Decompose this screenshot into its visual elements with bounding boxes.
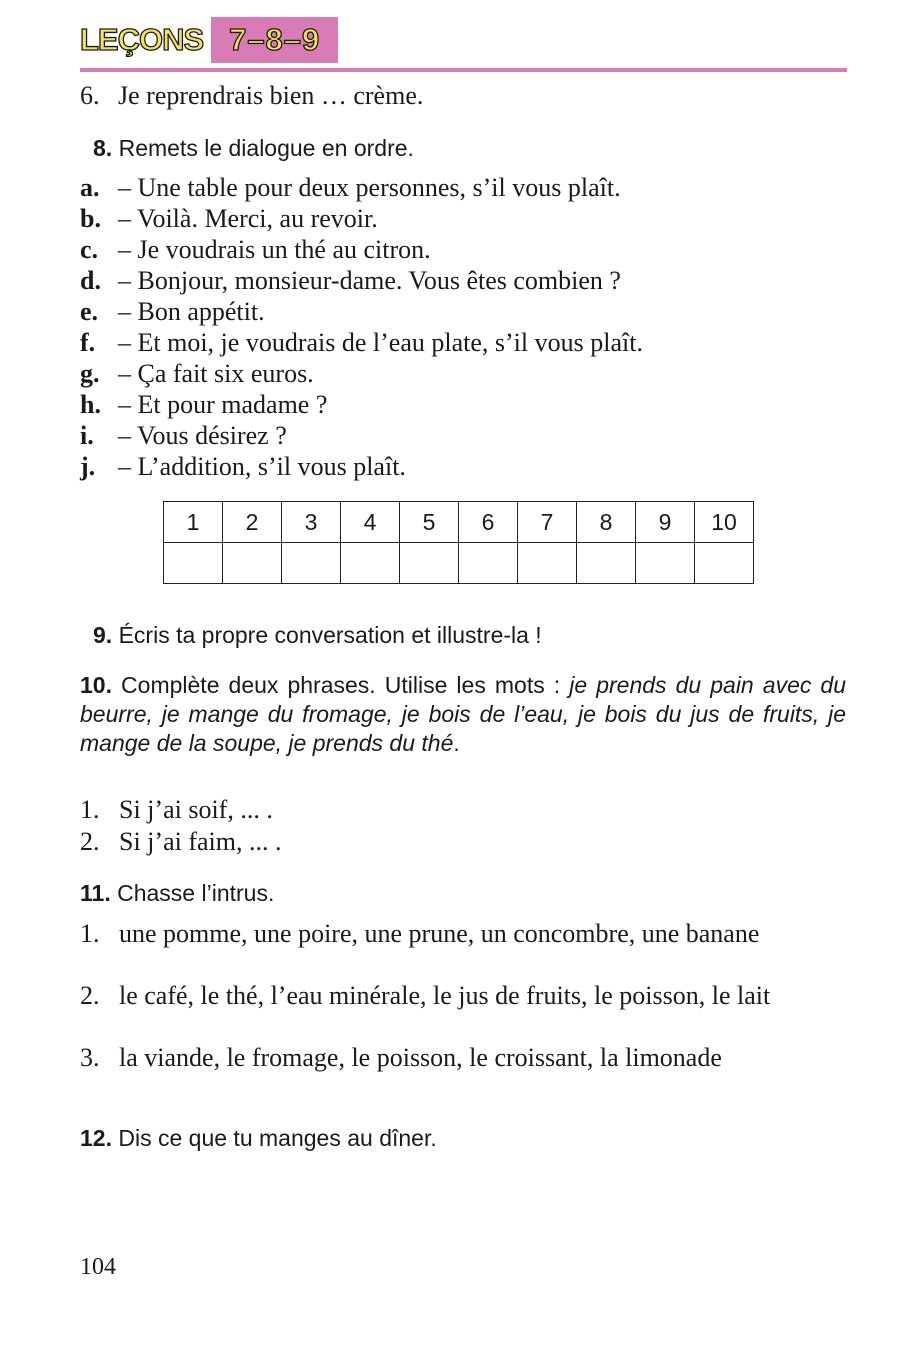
grid-header-cell: 6: [459, 502, 518, 543]
task-8-heading: [93, 135, 414, 162]
page-number: 104: [80, 1254, 116, 1280]
header-divider: [80, 68, 847, 72]
dialogue-line: f. – Et moi, je voudrais de l’eau plate, s’il vous plaît.: [80, 328, 643, 357]
lesson-numbers: 7–8–9: [229, 22, 321, 57]
dialogue-line: a. – Une table pour deux personnes, s’il vous plaît.: [80, 173, 621, 202]
task-10-heading: 10. Complète deux phrases. Utilise les mots : je prends du pain avec du beurre, je mange du fromage, je bois de l’eau, je bois du jus de fruits, je mange de la soupe, je prends du thé.: [80, 672, 847, 756]
task-instruction: Dis ce que tu manges au dîner.: [118, 1125, 437, 1151]
grid-header-cell: 1: [164, 502, 223, 543]
grid-header-cell: 9: [636, 502, 695, 543]
task-instruction: Chasse l’intrus.: [117, 880, 275, 906]
task-9-heading: [93, 622, 542, 649]
answer-cell[interactable]: [164, 543, 223, 584]
list-item: 1. une pomme, une poire, une prune, un concombre, une banane: [80, 919, 760, 948]
item-text: Je reprendrais bien … crème.: [118, 81, 424, 110]
task-number: 8.: [93, 135, 113, 161]
task-number: 11.: [80, 880, 111, 906]
answer-grid: [163, 501, 754, 584]
list-item: 1. Si j’ai soif, ... .: [80, 795, 273, 824]
list-item: 2. le café, le thé, l’eau minérale, le jus de fruits, le poisson, le lait: [80, 981, 771, 1010]
answer-cell[interactable]: [695, 543, 754, 584]
task-11-heading: [80, 880, 274, 907]
grid-header-cell: 2: [223, 502, 282, 543]
grid-header-cell: 10: [695, 502, 754, 543]
answer-cell[interactable]: [223, 543, 282, 584]
lesson-header: [80, 17, 338, 63]
grid-header-cell: 4: [341, 502, 400, 543]
answer-cell[interactable]: [577, 543, 636, 584]
task-instruction: Complète deux phrases. Utilise les mots :: [121, 672, 561, 698]
answer-cell[interactable]: [636, 543, 695, 584]
task-number: 9.: [93, 622, 113, 648]
list-item: 2. Si j’ai faim, ... .: [80, 827, 282, 856]
dialogue-line: b. – Voilà. Merci, au revoir.: [80, 204, 378, 233]
grid-header-cell: 5: [400, 502, 459, 543]
lesson-title: LEÇONS: [80, 22, 204, 57]
answer-cell[interactable]: [282, 543, 341, 584]
answer-cell[interactable]: [459, 543, 518, 584]
dialogue-line: g. – Ça fait six euros.: [80, 359, 314, 388]
task-instruction: Remets le dialogue en ordre.: [118, 135, 414, 161]
dialogue-line: j. – L’addition, s’il vous plaît.: [80, 452, 406, 481]
task-number: 12.: [80, 1125, 112, 1151]
task-instruction: Écris ta propre conversation et illustre-la !: [118, 622, 542, 648]
task-12-heading: [80, 1125, 437, 1152]
word-list: je prends du pain avec du beurre, je mange du fromage, je bois de l’eau, je bois du jus de fruits, je mange de la soupe, je prends du thé: [80, 672, 847, 756]
answer-grid-header-row: [164, 502, 754, 543]
list-item: 3. la viande, le fromage, le poisson, le croissant, la limonade: [80, 1043, 722, 1072]
grid-header-cell: 7: [518, 502, 577, 543]
grid-header-cell: 3: [282, 502, 341, 543]
answer-grid-blank-row: [164, 543, 754, 584]
exercise-item: [80, 81, 423, 111]
answer-cell[interactable]: [341, 543, 400, 584]
dialogue-line: i. – Vous désirez ?: [80, 421, 287, 450]
item-number: 6.: [80, 81, 100, 110]
answer-cell[interactable]: [518, 543, 577, 584]
dialogue-line: d. – Bonjour, monsieur-dame. Vous êtes combien ?: [80, 266, 621, 295]
answer-cell[interactable]: [400, 543, 459, 584]
task-number: 10.: [80, 672, 112, 698]
dialogue-line: h. – Et pour madame ?: [80, 390, 328, 419]
dialogue-line: e. – Bon appétit.: [80, 297, 265, 326]
grid-header-cell: 8: [577, 502, 636, 543]
lesson-number-badge: [211, 17, 338, 63]
dialogue-line: c. – Je voudrais un thé au citron.: [80, 235, 431, 264]
